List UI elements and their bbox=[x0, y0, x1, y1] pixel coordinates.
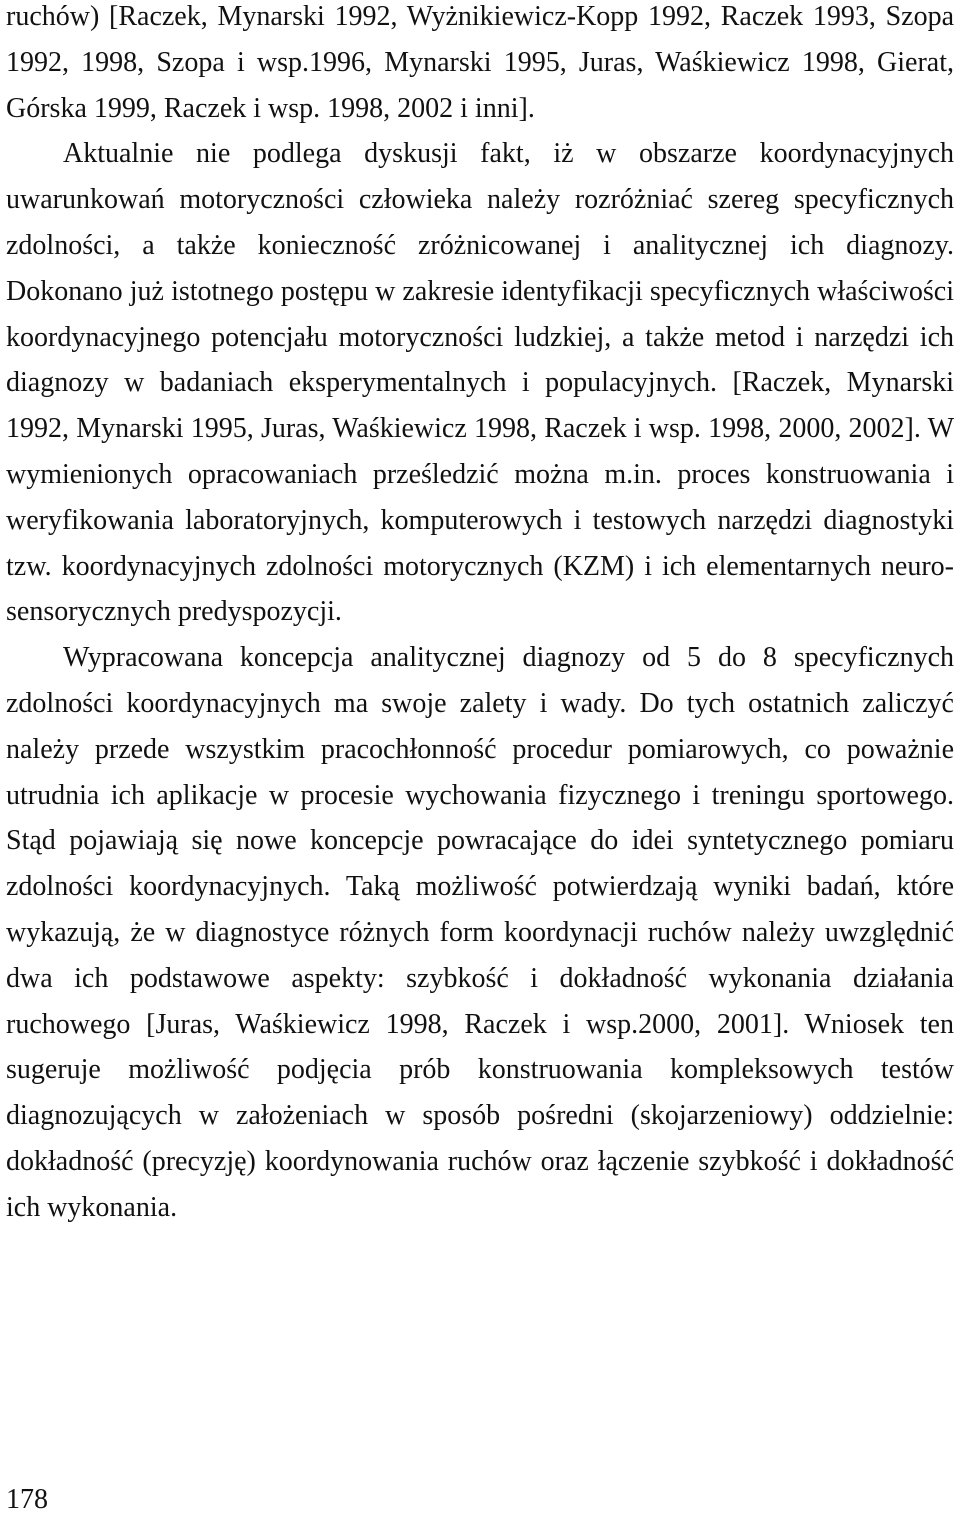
paragraph-analytical-concept: Wypracowana koncepcja analitycznej diagnozy od 5 do 8 specyficznych zdolności koordynacyjnych ma swoje zalety i wady. Do tych ostatnich zaliczyć należy przede wszystkim pracochłonność procedur pomiarowych, co poważnie utrudnia ich aplikacje w procesie wychowania fizycznego i treningu sportowego. Stąd pojawiają się nowe koncepcje powracające do idei syntetycznego pomiaru zdolności koordynacyjnych. Taką możliwość potwierdzają wyniki badań, które wykazują, że w diagnostyce różnych form koordynacji ruchów należy uwzględnić dwa ich podstawowe aspekty: szybkość i dokładność wykonania działania ruchowego [Juras, Waśkiewicz 1998, Raczek i wsp.2000, 2001]. Wniosek ten sugeruje możliwość podjęcia prób konstruowania kompleksowych testów diagnozujących w założeniach w sposób pośredni (skojarzeniowy) oddzielnie: dokładność (precyzję) koordynowania ruchów oraz łączenie szybkość i dokładność ich wykonania. bbox=[6, 642, 954, 1223]
page-number: 178 bbox=[6, 1484, 48, 1515]
document-page bbox=[6, 0, 954, 1231]
paragraph-continuation: ruchów) [Raczek, Mynarski 1992, Wyżnikiewicz-Kopp 1992, Raczek 1993, Szopa 1992, 1998, Szopa i wsp.1996, Mynarski 1995, Juras, Waśkiewicz 1998, Gierat, Górska 1999, Raczek i wsp. 1998, 2002 i inni]. bbox=[6, 1, 954, 124]
paragraph-coordination-diagnosis: Aktualnie nie podlega dyskusji fakt, iż w obszarze koordynacyjnych uwarunkowań motoryczności człowieka należy rozróżniać szereg specyficznych zdolności, a także konieczność zróżnicowanej i analitycznej ich diagnozy. Dokonano już istotnego postępu w zakresie identyfikacji specyficznych właściwości koordynacyjnego potencjału motoryczności ludzkiej, a także metod i narzędzi ich diagnozy w badaniach eksperymentalnych i populacyjnych. [Raczek, Mynarski 1992, Mynarski 1995, Juras, Waśkiewicz 1998, Raczek i wsp. 1998, 2000, 2002]. W wymienionych opracowaniach prześledzić można m.in. proces konstruowania i weryfikowania laboratoryjnych, komputerowych i testowych narzędzi diagnostyki tzw. koordynacyjnych zdolności motorycznych (KZM) i ich elementarnych neuro-sensorycznych predyspozycji. bbox=[6, 138, 954, 628]
